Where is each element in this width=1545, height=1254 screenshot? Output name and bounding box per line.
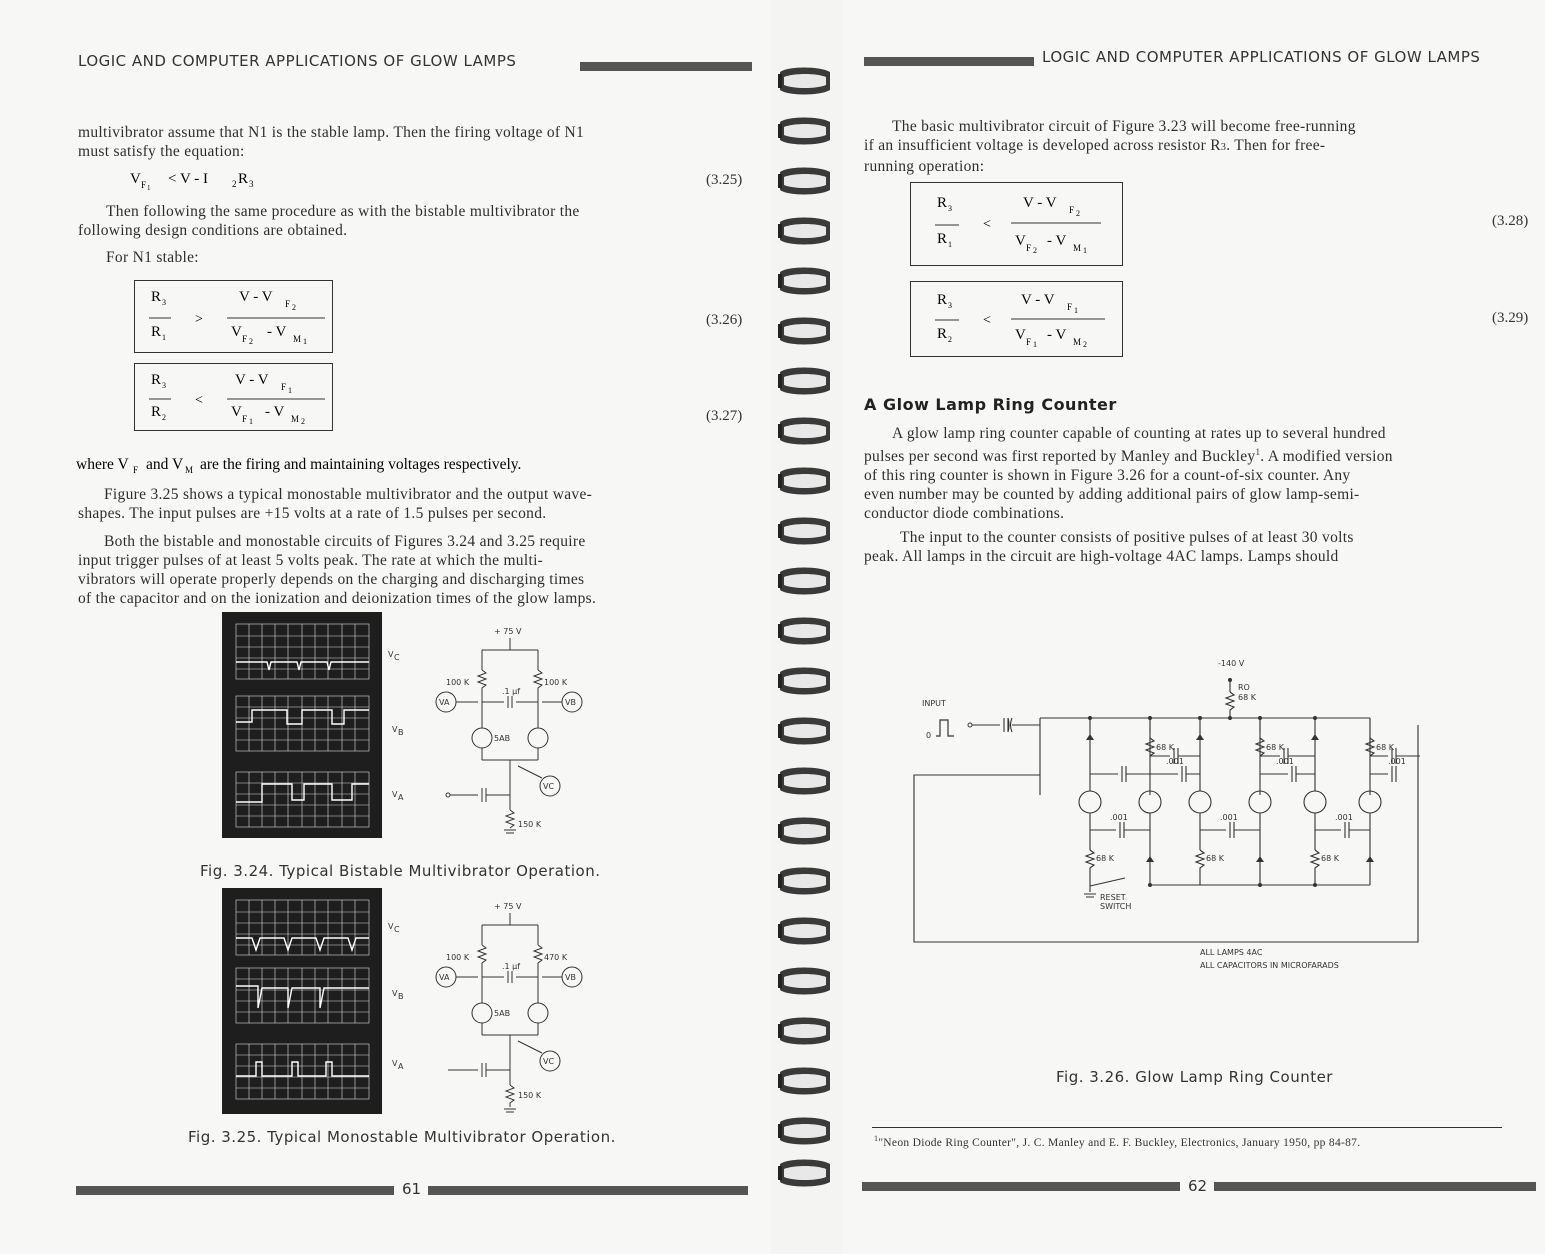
svg-text:F: F xyxy=(285,299,291,309)
svg-text:VC: VC xyxy=(543,1057,555,1066)
svg-text:2: 2 xyxy=(1033,246,1037,255)
svg-text:- V: - V xyxy=(1047,327,1067,343)
right-paragraph-2: A glow lamp ring counter capable of counting at rates up to several hundred pulses per second was first reported by Manley and Buckley$^1$. A modified version of this ring counter is shown in Figure 3.26 for a count-of-six counter. Any even number may be counted by adding additional pairs of glow lamp-semi- conductor diode combinations. xyxy=(864,425,1393,523)
svg-text:3: 3 xyxy=(249,179,254,189)
svg-text:V: V xyxy=(388,922,394,931)
plus-75v-label: + 75 V xyxy=(494,627,522,636)
svg-text:- V: - V xyxy=(1047,233,1067,249)
svg-text:V: V xyxy=(130,171,141,187)
svg-text:100 K: 100 K xyxy=(544,678,568,687)
fig-3-24-schematic xyxy=(428,620,598,835)
left-paragraph-5: Figure 3.25 shows a typical monostable multivibrator and the output wave- shapes. The input pulses are +15 volts at a rate of 1.5 pulses per second. xyxy=(78,486,593,522)
svg-text:100 K: 100 K xyxy=(446,678,470,687)
svg-text:.001: .001 xyxy=(1220,813,1238,822)
fig-3-24-oscilloscope xyxy=(222,612,412,838)
svg-text:VB: VB xyxy=(565,973,576,982)
equation-box-3-29 xyxy=(910,281,1123,357)
svg-text:<: < xyxy=(983,217,991,232)
svg-text:>: > xyxy=(195,312,203,327)
section-heading-ring-counter: A Glow Lamp Ring Counter xyxy=(864,395,1117,414)
svg-text:V: V xyxy=(1015,327,1026,343)
svg-text:V - V: V - V xyxy=(235,372,269,388)
fig-3-26-ring-counter-schematic xyxy=(922,650,1440,980)
svg-text:R: R xyxy=(151,404,162,420)
right-header-bar xyxy=(864,57,1034,66)
svg-text:.1 μf: .1 μf xyxy=(502,687,521,696)
left-footer-bar-right xyxy=(428,1186,748,1195)
left-paragraph-6: Both the bistable and monostable circuits of Figures 3.24 and 3.25 require input trigger pulses of at least 5 volts peak. The rate at which the multi- vibrators will operate properly depends on the charging and discharging times of the capacitor and on the ionization and deionization times of the glow lamps. xyxy=(78,533,597,607)
svg-text:2: 2 xyxy=(948,335,952,344)
svg-text:.001: .001 xyxy=(1335,813,1353,822)
fig-3-25-schematic xyxy=(428,895,598,1120)
svg-text:2: 2 xyxy=(1076,209,1080,218)
svg-text:where V: where V xyxy=(76,456,129,473)
left-page xyxy=(0,0,770,1254)
svg-text:V - V: V - V xyxy=(239,289,273,305)
svg-text:V: V xyxy=(392,790,398,799)
svg-text:SWITCH: SWITCH xyxy=(1100,902,1132,911)
svg-text:V - V: V - V xyxy=(1021,292,1055,308)
svg-text:150 K: 150 K xyxy=(518,820,542,829)
svg-text:2: 2 xyxy=(232,179,237,189)
svg-text:R: R xyxy=(238,171,249,187)
svg-text:2: 2 xyxy=(301,417,305,426)
svg-text:68 K: 68 K xyxy=(1206,854,1224,863)
svg-text:VB: VB xyxy=(565,698,576,707)
svg-text:F: F xyxy=(281,382,287,392)
equation-number-3-28: (3.28) xyxy=(1492,213,1529,229)
svg-text:F: F xyxy=(1026,243,1032,253)
svg-text:5AB: 5AB xyxy=(494,1009,511,1018)
spiral-binding xyxy=(770,0,842,1254)
equation-box-3-27 xyxy=(134,363,333,431)
svg-text:0: 0 xyxy=(926,731,932,740)
svg-text:3: 3 xyxy=(162,298,166,307)
fig-3-26-caption: Fig. 3.26. Glow Lamp Ring Counter xyxy=(1056,1068,1333,1086)
right-paragraph-3: The input to the counter consists of positive pulses of at least 30 volts peak. All lamps in the circuit are high-voltage 4AC lamps. Lamps should xyxy=(864,529,1354,565)
page-number-62: 62 xyxy=(1188,1177,1208,1195)
svg-text:F: F xyxy=(1067,302,1073,312)
svg-text:VA: VA xyxy=(439,973,450,982)
equation-number-3-27: (3.27) xyxy=(706,408,743,424)
svg-text:R: R xyxy=(937,231,948,247)
equation-number-3-29: (3.29) xyxy=(1492,310,1529,326)
fig-3-25-caption: Fig. 3.25. Typical Monostable Multivibrator Operation. xyxy=(188,1128,616,1146)
equation-number-3-25: (3.25) xyxy=(706,172,743,188)
fig-3-24-caption: Fig. 3.24. Typical Bistable Multivibrator Operation. xyxy=(200,862,601,880)
left-paragraph-3: For N1 stable: xyxy=(106,249,199,266)
fig-3-26-note-capacitors: ALL CAPACITORS IN MICROFARADS xyxy=(1200,961,1339,970)
svg-text:.1 μf: .1 μf xyxy=(502,962,521,971)
svg-text:68 K: 68 K xyxy=(1156,743,1174,752)
svg-text:<: < xyxy=(195,393,203,408)
right-paragraph-1: The basic multivibrator circuit of Figure 3.23 will become free-running if an insufficient voltage is developed across resistor R3. Then for free- running operation: xyxy=(864,118,1356,175)
svg-text:V: V xyxy=(1015,233,1026,249)
svg-text:470 K: 470 K xyxy=(544,953,568,962)
svg-text:M: M xyxy=(1073,337,1082,347)
svg-text:R: R xyxy=(937,326,948,342)
svg-text:A: A xyxy=(398,793,404,802)
fig-3-26-note-lamps: ALL LAMPS 4AC xyxy=(1200,948,1263,957)
svg-text:1: 1 xyxy=(147,184,151,192)
svg-text:C: C xyxy=(394,925,400,934)
svg-text:V: V xyxy=(392,725,398,734)
svg-text:B: B xyxy=(398,992,404,1001)
svg-text:1: 1 xyxy=(249,417,253,426)
footnote: $^1$"Neon Diode Ring Counter", J. C. Manley and E. F. Buckley, Electronics, January 1950, pp 84-87. xyxy=(874,1134,1361,1149)
svg-text:68 K: 68 K xyxy=(1266,743,1284,752)
svg-text:V: V xyxy=(388,650,394,659)
svg-text:68 K: 68 K xyxy=(1376,743,1394,752)
svg-text:RO: RO xyxy=(1238,683,1250,692)
svg-text:V: V xyxy=(231,404,242,420)
right-running-header: LOGIC AND COMPUTER APPLICATIONS OF GLOW LAMPS xyxy=(1042,48,1481,66)
svg-text:R: R xyxy=(937,292,948,308)
svg-text:3: 3 xyxy=(948,301,952,310)
svg-text:2: 2 xyxy=(162,413,166,422)
svg-text:V: V xyxy=(392,989,398,998)
svg-text:F: F xyxy=(1026,337,1032,347)
svg-text:2: 2 xyxy=(1083,340,1087,349)
svg-text:<: < xyxy=(983,313,991,328)
left-paragraph-1: multivibrator assume that N1 is the stable lamp. Then the firing voltage of N1 must satisfy the equation: xyxy=(78,124,585,160)
right-footer-bar-right xyxy=(1214,1182,1536,1191)
svg-text:R: R xyxy=(151,289,162,305)
svg-text:2: 2 xyxy=(249,337,253,346)
svg-text:F: F xyxy=(141,180,147,190)
svg-text:C: C xyxy=(394,653,400,662)
equation-number-3-26: (3.26) xyxy=(706,312,743,328)
svg-text:+ 75 V: + 75 V xyxy=(494,902,522,911)
equation-box-3-28 xyxy=(910,182,1123,266)
svg-text:1: 1 xyxy=(1074,306,1078,315)
svg-text:1: 1 xyxy=(162,333,166,342)
svg-text:1: 1 xyxy=(288,386,292,395)
equation-box-3-26 xyxy=(134,280,333,353)
right-page xyxy=(842,0,1545,1254)
svg-text:R: R xyxy=(937,195,948,211)
svg-text:< V - I: < V - I xyxy=(168,171,208,187)
left-footer-bar-left xyxy=(76,1186,394,1195)
svg-text:1: 1 xyxy=(948,240,952,249)
svg-text:1: 1 xyxy=(1033,340,1037,349)
svg-text:M: M xyxy=(293,334,302,344)
svg-text:V - V: V - V xyxy=(1023,195,1057,211)
svg-text:R: R xyxy=(151,372,162,388)
svg-text:R: R xyxy=(151,324,162,340)
svg-text:68 K: 68 K xyxy=(1238,693,1256,702)
svg-text:F: F xyxy=(242,414,248,424)
svg-text:F: F xyxy=(1069,205,1075,215)
right-footer-bar-left xyxy=(862,1182,1180,1191)
left-running-header: LOGIC AND COMPUTER APPLICATIONS OF GLOW LAMPS xyxy=(78,52,517,70)
svg-text:2: 2 xyxy=(292,303,296,312)
svg-text:M: M xyxy=(291,414,300,424)
svg-text:100 K: 100 K xyxy=(446,953,470,962)
svg-text:M: M xyxy=(1073,243,1082,253)
fig-3-25-oscilloscope xyxy=(222,888,412,1114)
svg-text:INPUT: INPUT xyxy=(922,699,946,708)
svg-text:V: V xyxy=(231,324,242,340)
svg-text:RESET: RESET xyxy=(1100,893,1126,902)
svg-text:B: B xyxy=(398,728,404,737)
equation-3-25 xyxy=(130,166,290,192)
svg-text:VC: VC xyxy=(543,782,555,791)
svg-text:- V: - V xyxy=(265,404,285,420)
left-paragraph-4 xyxy=(76,452,676,476)
svg-text:A: A xyxy=(398,1062,404,1071)
svg-text:.001: .001 xyxy=(1110,813,1128,822)
svg-text:.001: .001 xyxy=(1388,757,1406,766)
svg-text:are the firing and maintaining: are the firing and maintaining voltages respectively. xyxy=(200,456,522,473)
svg-text:68 K: 68 K xyxy=(1096,854,1114,863)
svg-text:-140 V: -140 V xyxy=(1218,659,1245,668)
svg-text:M: M xyxy=(185,465,194,475)
svg-text:F: F xyxy=(133,465,139,475)
svg-text:5AB: 5AB xyxy=(494,734,511,743)
svg-text:VA: VA xyxy=(439,698,450,707)
svg-text:3: 3 xyxy=(162,381,166,390)
left-paragraph-2: Then following the same procedure as with the bistable multivibrator the following design conditions are obtained. xyxy=(78,203,580,239)
svg-text:150 K: 150 K xyxy=(518,1091,542,1100)
svg-text:3: 3 xyxy=(948,204,952,213)
svg-text:68 K: 68 K xyxy=(1321,854,1339,863)
svg-text:1: 1 xyxy=(1083,246,1087,255)
left-header-bar xyxy=(580,62,752,71)
svg-text:.001: .001 xyxy=(1166,757,1184,766)
svg-text:F: F xyxy=(242,334,248,344)
page-number-61: 61 xyxy=(402,1180,422,1198)
svg-text:V: V xyxy=(392,1059,398,1068)
svg-text:.001: .001 xyxy=(1276,757,1294,766)
footnote-rule xyxy=(872,1127,1502,1128)
svg-text:1: 1 xyxy=(303,337,307,346)
svg-text:and V: and V xyxy=(146,456,184,473)
svg-text:- V: - V xyxy=(267,324,287,340)
